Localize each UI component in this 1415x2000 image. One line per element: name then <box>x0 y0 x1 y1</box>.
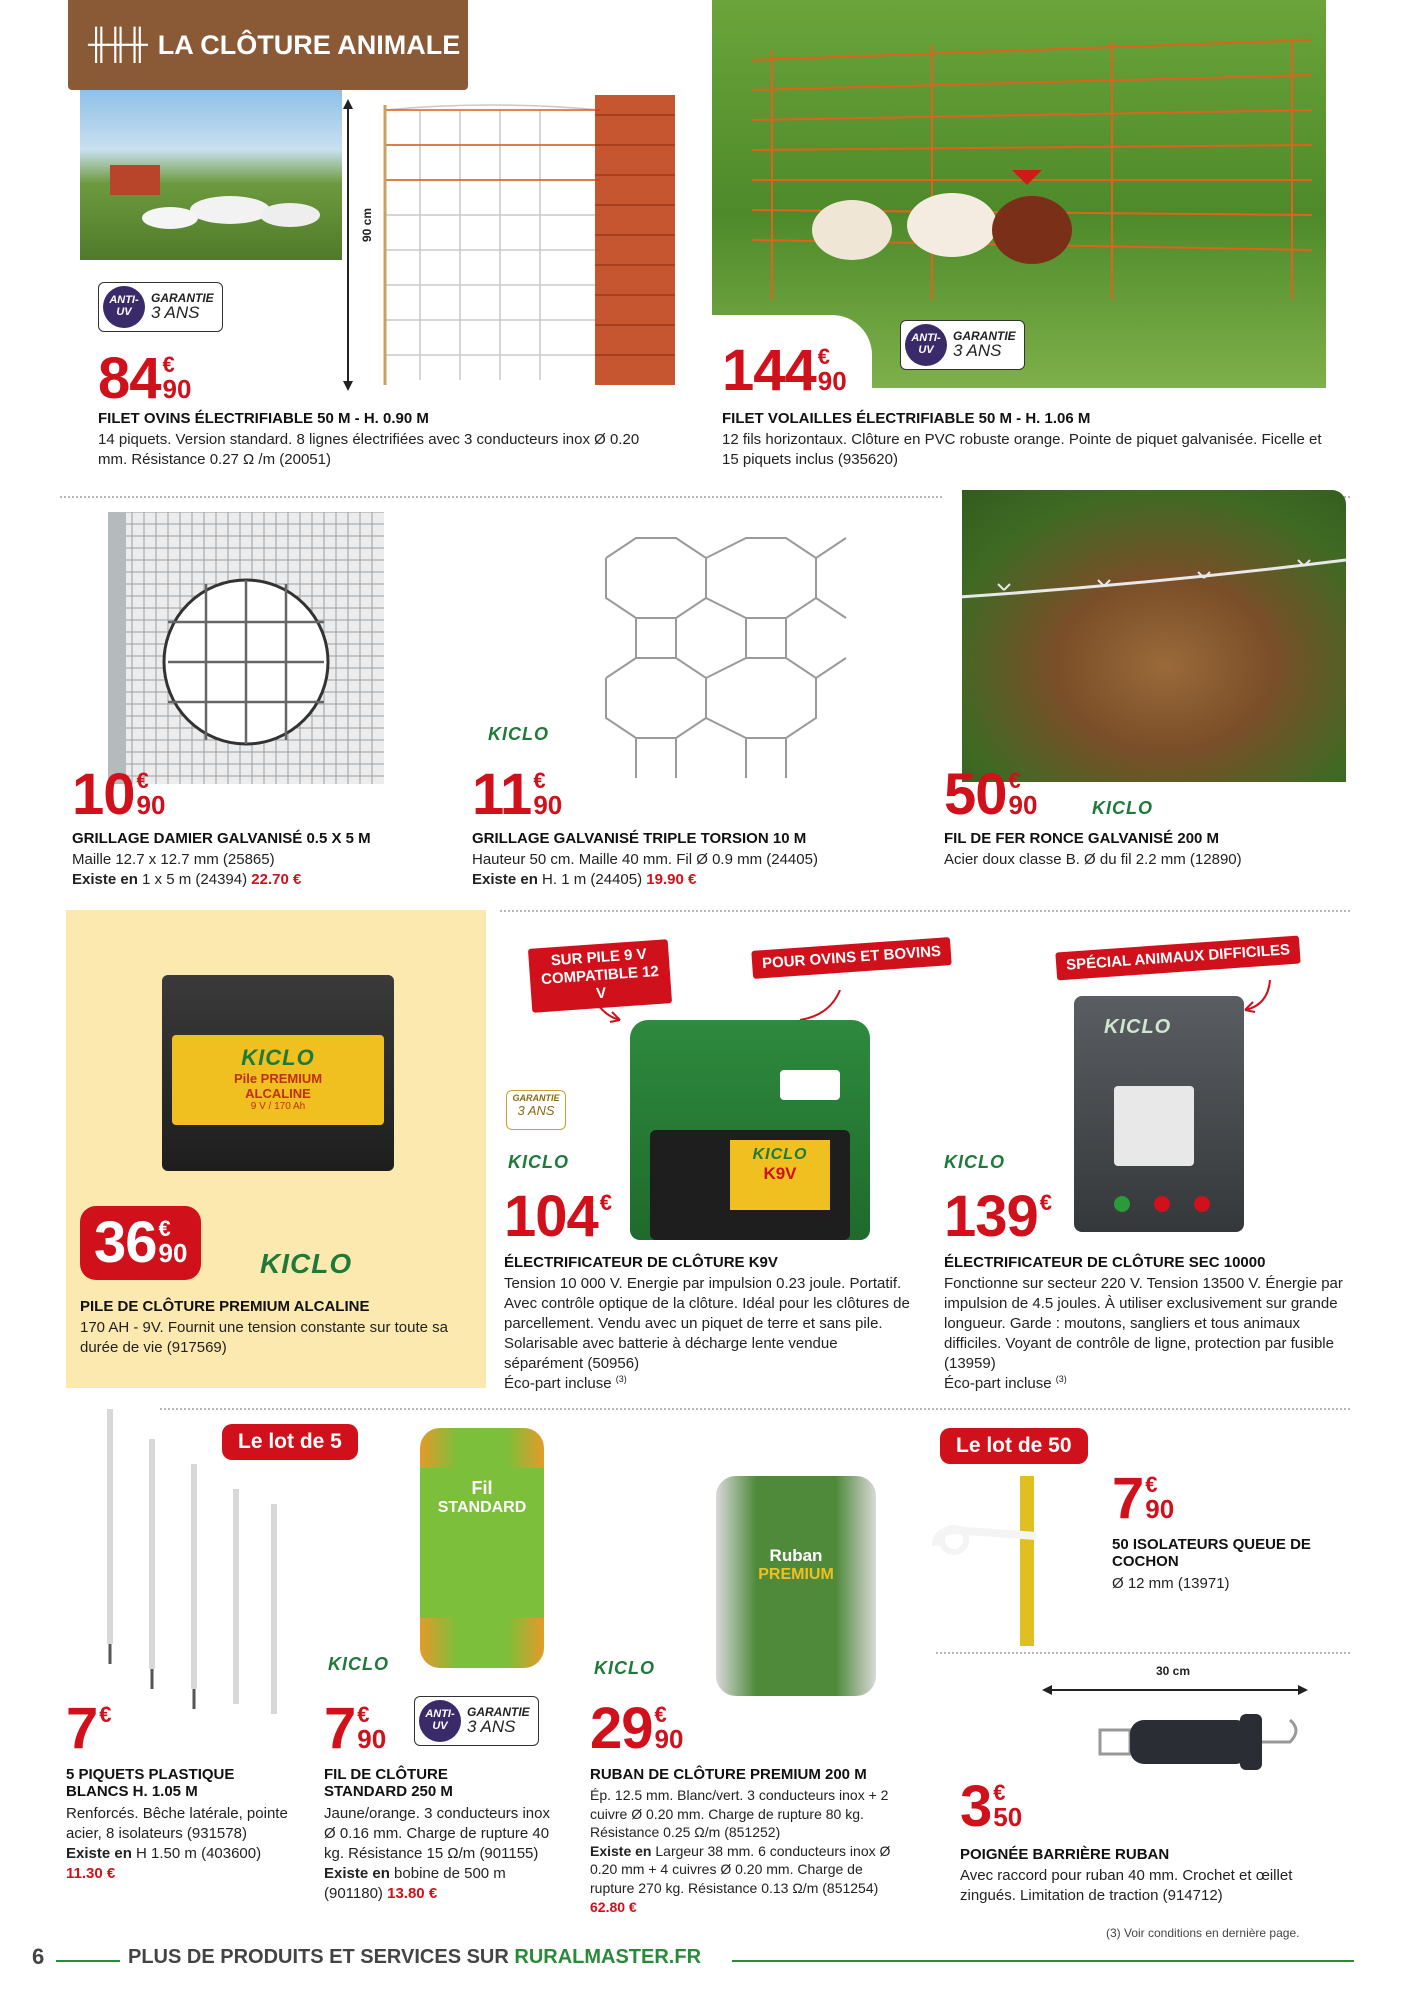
price-filet-ovins <box>98 346 192 411</box>
product-title-filet-volailles: FILET VOLAILLES ÉLECTRIFIABLE 50 M - H. 1.06 M <box>722 410 1091 427</box>
section-divider <box>936 1652 1350 1654</box>
hexagonal-mesh-illustration <box>596 528 866 790</box>
guarantee-label: GARANTIE <box>467 1704 530 1719</box>
sheep-photo <box>80 90 342 260</box>
product-title-grillage-damier: GRILLAGE DAMIER GALVANISÉ 0.5 X 5 M <box>72 830 371 847</box>
product-desc-sec10000 <box>944 1274 1344 1394</box>
price-int: 104 <box>504 1184 598 1249</box>
product-desc-grillage-damier <box>72 850 432 890</box>
product-title-fil-standard: FIL DE CLÔTURE STANDARD 250 M <box>324 1766 453 1800</box>
section-title: LA CLÔTURE ANIMALE <box>157 29 461 60</box>
footer-text: PLUS DE PRODUITS ET SERVICES SUR <box>128 1946 509 1968</box>
price-currency: € <box>99 1702 112 1727</box>
exists-price: 11.30 € <box>66 1864 116 1882</box>
exists-label: Existe en <box>72 870 138 888</box>
square-mesh-illustration <box>108 512 384 784</box>
guarantee-label: GARANTIE <box>953 328 1016 343</box>
exists-variant: Largeur 38 mm. 6 conducteurs inox Ø 0.20 mm + 4 cuivres Ø 0.20 mm. Charge de rupture 270 kg. Résistance 0.13 Ω/m (851254) <box>590 1842 891 1897</box>
product-desc-poignee: Avec raccord pour ruban 40 mm. Crochet et œillet zingués. Limitation de traction (914712) <box>960 1867 1293 1904</box>
exists-label: Existe en <box>590 1842 652 1859</box>
price-currency: € <box>817 344 831 369</box>
product-desc-pile: 170 AH - 9V. Fournit une tension constante sur toute sa durée de vie (917569) <box>80 1319 449 1356</box>
product-desc-grillage-triple-torsion <box>472 850 892 890</box>
exists-variant: H 1.50 m (403600) <box>136 1844 262 1862</box>
gate-handle-illustration <box>1040 1680 1310 1780</box>
price-int: 10 <box>72 762 135 827</box>
price-currency: € <box>533 768 546 793</box>
kiclo-logo: KICLO <box>260 1248 353 1279</box>
price-poignee <box>960 1774 1023 1839</box>
antiuv-guarantee-badge-1 <box>98 282 223 332</box>
guarantee-years: 3 ANS <box>953 341 1002 361</box>
sheep-net-illustration <box>340 95 700 395</box>
price-currency: € <box>136 768 149 793</box>
kiclo-logo: KICLO <box>328 1654 389 1674</box>
desc-line: Ép. 12.5 mm. Blanc/vert. 3 conducteurs inox + 2 cuivre Ø 0.20 mm. Charge de rupture 80 kg. Résistance 0.25 Ω/m (851252) <box>590 1787 889 1841</box>
exists-variant: bobine de 500 m (901180) <box>324 1864 506 1902</box>
desc-line: Hauteur 50 cm. Maille 40 mm. Fil Ø 0.9 mm (24405) <box>472 851 818 868</box>
product-desc-filet-ovins: 14 piquets. Version standard. 8 lignes électrifiées avec 3 conducteurs inox Ø 0.20 mm. Résistance 0.27 Ω /m (20051) <box>98 431 640 468</box>
tag-ovins-bovins: POUR OVINS ET BOVINS <box>751 937 952 979</box>
exists-variant: 1 x 5 m (24394) <box>142 870 248 888</box>
exists-label: Existe en <box>472 870 538 888</box>
exists-price: 19.90 € <box>646 870 697 888</box>
exists-price: 22.70 € <box>251 870 302 888</box>
desc-line: Jaune/orange. 3 conducteurs inox Ø 0.16 mm. Charge de rupture 40 kg. Résistance 15 Ω/m (901155) <box>324 1805 550 1862</box>
pigtail-insulator-illustration <box>926 1476 1096 1646</box>
guarantee-label: GARANTIE <box>151 290 214 305</box>
price-fil-standard <box>324 1696 387 1761</box>
reel-label-2: STANDARD <box>437 1499 527 1516</box>
product-desc-filet-volailles: 12 fils horizontaux. Clôture en PVC robuste orange. Pointe de piquet galvanisée. Ficelle et 15 piquets inclus (935620) <box>722 431 1322 468</box>
exists-label: Existe en <box>66 1844 132 1862</box>
price-int: 7 <box>324 1696 356 1761</box>
price-fil-ronce <box>944 762 1038 827</box>
desc-line: Tension 10 000 V. Energie par impulsion 0.23 joule. Portatif. Avec contrôle optique de la clôture. Idéal pour les clôtures de parcellement. Vendu avec un piquet de terre et sans pile. Solarisable avec batterie à décharge lente vendue séparément (50956) <box>504 1275 910 1372</box>
handle-length-label: 30 cm <box>1156 1664 1191 1678</box>
product-title-fil-ronce: FIL DE FER RONCE GALVANISÉ 200 M <box>944 830 1220 847</box>
guarantee-years: 3 ANS <box>467 1717 516 1737</box>
antiuv-guarantee-badge-2 <box>900 320 1025 370</box>
battery-label-line2: ALCALINE <box>245 1086 311 1101</box>
ribbon-reel-photo <box>716 1476 876 1696</box>
footer-site-link[interactable]: RURALMASTER.FR <box>514 1946 702 1968</box>
exists-variant: H. 1 m (24405) <box>542 870 643 888</box>
price-cents: 90 <box>1008 790 1038 820</box>
product-desc-ruban <box>590 1786 910 1916</box>
price-int: 3 <box>960 1774 992 1839</box>
sheep-illustration <box>80 90 342 260</box>
price-int: 7 <box>66 1696 98 1761</box>
antiuv-guarantee-badge-3 <box>414 1696 539 1746</box>
product-title-k9v: ÉLECTRIFICATEUR DE CLÔTURE K9V <box>504 1254 778 1271</box>
price-ruban <box>590 1696 684 1761</box>
product-desc-piquets <box>66 1804 296 1884</box>
kiclo-logo: KICLO <box>752 1146 808 1163</box>
price-int: 144 <box>722 338 816 403</box>
price-grillage-triple-torsion <box>472 762 563 827</box>
callout-arrow <box>1240 980 1280 1020</box>
price-cents: 90 <box>136 790 166 820</box>
reel-label-1: Ruban <box>769 1546 823 1565</box>
kiclo-logo: KICLO <box>594 1658 655 1678</box>
product-title-filet-ovins: FILET OVINS ÉLECTRIFIABLE 50 M - H. 0.90 M <box>98 410 429 427</box>
kiclo-logo: KICLO <box>488 724 549 744</box>
price-currency: € <box>599 1190 613 1215</box>
anti-uv-icon: ANTI-UV <box>905 324 947 366</box>
section-divider <box>500 910 1350 912</box>
lot-badge-isolateurs: Le lot de 50 <box>940 1428 1088 1464</box>
price-currency: € <box>1008 768 1021 793</box>
kiclo-logo: KICLO <box>241 1045 315 1070</box>
price-currency: € <box>654 1702 667 1727</box>
product-title-isolateurs: 50 ISOLATEURS QUEUE DE COCHON <box>1112 1536 1311 1570</box>
exists-price: 13.80 € <box>387 1884 438 1902</box>
price-int: 11 <box>472 762 532 827</box>
guarantee-years: 3 ANS <box>151 303 200 323</box>
footer-rule-left <box>56 1960 120 1962</box>
guarantee-label: GARANTIE <box>512 1093 560 1103</box>
price-cents: 90 <box>162 374 192 404</box>
page-number: 6 <box>32 1944 45 1969</box>
price-int: 84 <box>98 346 161 411</box>
price-cents: 90 <box>158 1238 188 1268</box>
price-currency: € <box>993 1780 1006 1805</box>
price-filet-volailles <box>722 338 847 403</box>
price-cents: 90 <box>654 1724 684 1754</box>
wire-reel-photo <box>420 1428 544 1668</box>
kiclo-logo: KICLO <box>1104 1016 1172 1038</box>
barbed-wire-illustration <box>944 490 1346 782</box>
price-currency: € <box>357 1702 370 1727</box>
kiclo-logo: KICLO <box>508 1152 569 1172</box>
product-desc-k9v <box>504 1274 914 1394</box>
price-int: 50 <box>944 762 1007 827</box>
price-cents: 90 <box>817 366 847 396</box>
ecopart-label: Éco-part incluse <box>504 1374 612 1392</box>
exists-price: 62.80 € <box>590 1898 637 1915</box>
product-title-grillage-triple-torsion: GRILLAGE GALVANISÉ TRIPLE TORSION 10 M <box>472 830 807 847</box>
footer-promo <box>128 1946 701 1969</box>
reel-label-2: PREMIUM <box>758 1566 834 1583</box>
guarantee-badge-k9v <box>506 1090 566 1130</box>
price-sec10000 <box>944 1184 1053 1249</box>
section-divider <box>160 1408 1350 1410</box>
tag-battery-compatible: SUR PILE 9 V COMPATIBLE 12 V <box>528 939 672 1013</box>
section-banner <box>68 0 468 90</box>
reel-label-1: Fil <box>471 1478 493 1498</box>
anti-uv-icon: ANTI-UV <box>103 286 145 328</box>
price-cents: 50 <box>993 1802 1023 1832</box>
footnote: (3) Voir conditions en dernière page. <box>1106 1926 1300 1940</box>
battery-label-line1: Pile PREMIUM <box>233 1071 323 1086</box>
fence-icon: ╫╫╫ <box>88 28 146 61</box>
battery-label-line3: 9 V / 170 Ah <box>250 1101 306 1112</box>
lot-badge-piquets: Le lot de 5 <box>222 1424 358 1460</box>
footnote-ref: (3) <box>1055 1373 1067 1384</box>
desc-line: Renforcés. Bêche latérale, pointe acier, 8 isolateurs (931578) <box>66 1805 288 1842</box>
ecopart-label: Éco-part incluse <box>944 1374 1052 1392</box>
price-cents: 90 <box>1145 1494 1175 1524</box>
kiclo-logo: KICLO <box>944 1152 1005 1172</box>
exists-label: Existe en <box>324 1864 390 1882</box>
product-desc-fil-standard <box>324 1804 554 1904</box>
price-pile <box>80 1206 201 1280</box>
desc-line: Fonctionne sur secteur 220 V. Tension 13500 V. Énergie par impulsion de 4.5 joules. À utiliser exclusivement sur grande longueur. Garde : moutons, sangliers et tous animaux difficiles. Voyant de contrôle de ligne, protection par fusible (13959) <box>944 1275 1343 1372</box>
k9v-label: K9V <box>763 1164 797 1183</box>
price-int: 36 <box>94 1210 157 1275</box>
price-piquets <box>66 1696 112 1761</box>
price-int: 7 <box>1112 1466 1144 1531</box>
guarantee-years: 3 ANS <box>517 1103 555 1118</box>
battery-photo <box>162 975 394 1171</box>
product-title-poignee: POIGNÉE BARRIÈRE RUBAN <box>960 1846 1170 1863</box>
price-currency: € <box>162 352 175 377</box>
price-currency: € <box>158 1216 171 1241</box>
net-height-label: 90 cm <box>360 207 374 242</box>
price-int: 29 <box>590 1696 653 1761</box>
product-title-piquets: 5 PIQUETS PLASTIQUE BLANCS H. 1.05 M <box>66 1766 235 1800</box>
tag-animaux-difficiles: SPÉCIAL ANIMAUX DIFFICILES <box>1055 936 1301 981</box>
product-title-pile: PILE DE CLÔTURE PREMIUM ALCALINE <box>80 1298 370 1315</box>
footer-rule-right <box>732 1960 1354 1962</box>
sec10000-photo <box>1074 996 1244 1232</box>
price-currency: € <box>1145 1472 1158 1497</box>
product-title-ruban: RUBAN DE CLÔTURE PREMIUM 200 M <box>590 1766 867 1783</box>
price-isolateurs <box>1112 1466 1175 1531</box>
product-title-sec10000: ÉLECTRIFICATEUR DE CLÔTURE SEC 10000 <box>944 1254 1266 1271</box>
desc-line: Maille 12.7 x 12.7 mm (25865) <box>72 851 275 868</box>
kiclo-logo: KICLO <box>1092 798 1153 818</box>
calf-photo <box>944 490 1346 782</box>
anti-uv-icon: ANTI-UV <box>419 1700 461 1742</box>
k9v-photo <box>630 1020 870 1240</box>
price-k9v <box>504 1184 613 1249</box>
product-desc-fil-ronce: Acier doux classe B. Ø du fil 2.2 mm (12890) <box>944 851 1242 868</box>
footnote-ref: (3) <box>615 1373 627 1384</box>
price-cents: 90 <box>533 790 563 820</box>
price-currency: € <box>1039 1190 1053 1215</box>
price-int: 139 <box>944 1184 1038 1249</box>
price-cents: 90 <box>357 1724 387 1754</box>
product-desc-isolateurs: Ø 12 mm (13971) <box>1112 1575 1230 1592</box>
price-grillage-damier <box>72 762 166 827</box>
